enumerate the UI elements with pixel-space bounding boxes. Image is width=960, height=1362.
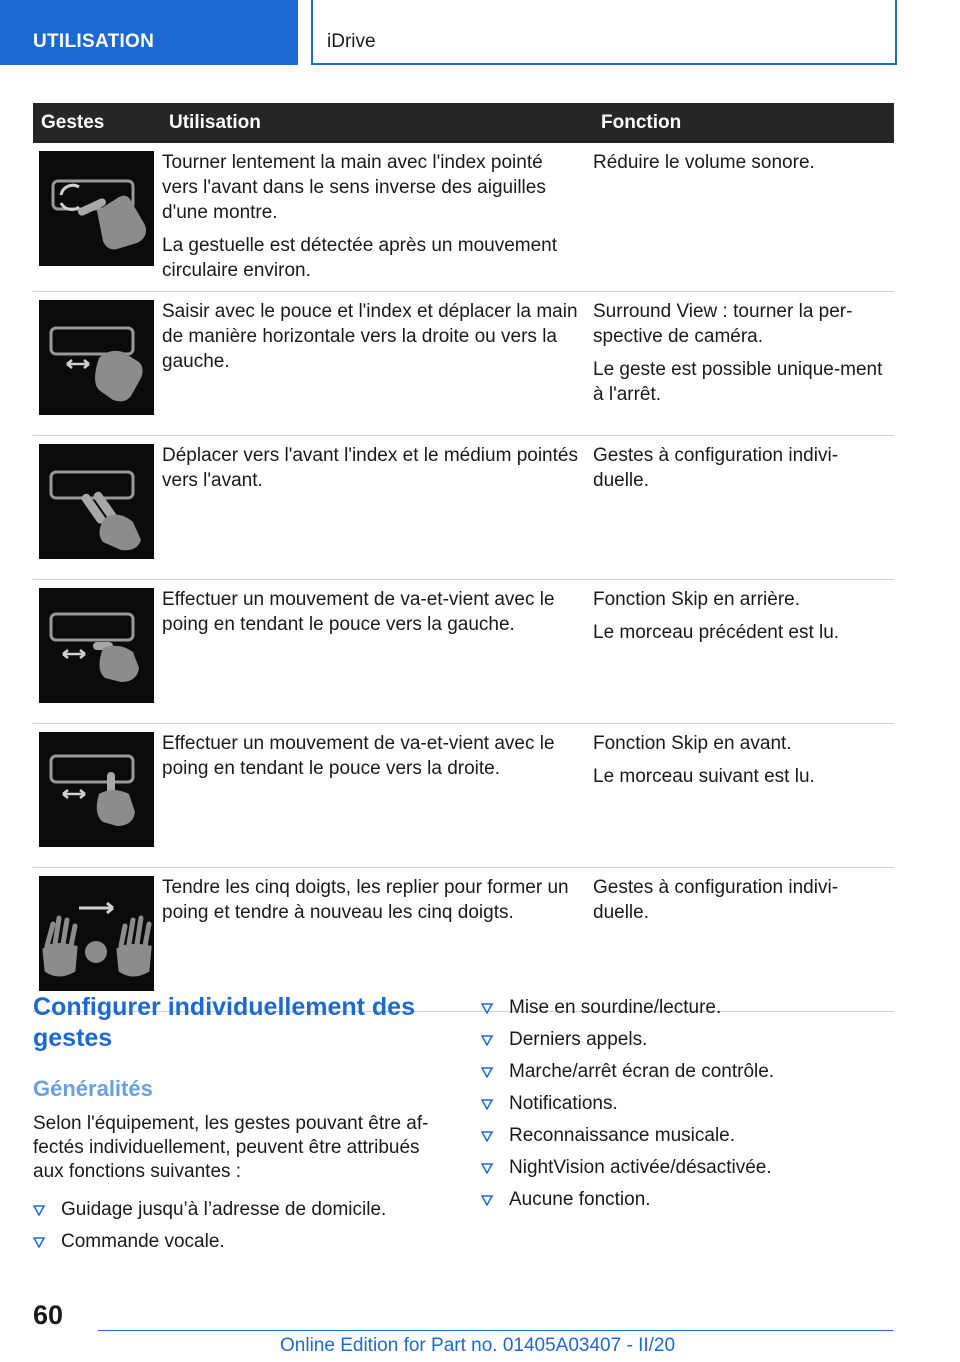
list-item-text: Guidage jusqu’à l’adresse de domicile. [61,1199,387,1220]
gesture-cell [33,580,161,724]
list-item [481,1060,893,1092]
gesture-cell [33,724,161,868]
table-row [33,580,894,724]
gestures-table [33,103,894,1012]
usage-text: Tourner lentement la main avec l'index pointé vers l'avant dans le sens inverse des aiguilles d'une montre. [162,152,546,223]
pinch-swipe-gesture-icon [39,300,154,415]
function-text: Gestes à configuration indivi-duelle. [593,445,839,491]
page-number: 60 [33,1300,64,1330]
table-row [33,143,894,292]
usage-text: La gestuelle est détectée après un mouvement circulaire environ. [162,235,558,281]
usage-text: Effectuer un mouvement de va-et-vient avec le poing en tendant le pouce vers la droite. [162,733,555,779]
table-row [33,724,894,868]
rotate-ccw-gesture-icon [39,151,154,266]
list-item [481,1028,893,1060]
usage-cell [161,143,593,292]
subsection-heading: Généralités [33,1076,153,1101]
triangle-bullet-icon [481,1163,493,1174]
usage-text: Effectuer un mouvement de va-et-vient avec le poing en tendant le pouce vers la gauche. [162,589,555,635]
usage-cell [161,724,593,868]
list-item-text: Aucune fonction. [509,1189,651,1210]
gesture-cell [33,868,161,1012]
list-item-text: Marche/arrêt écran de contrôle. [509,1061,775,1082]
usage-text: Déplacer vers l'avant l'index et le médium pointés vers l'avant. [162,445,578,491]
column-header-fonction: Fonction [593,103,894,143]
column-header-gestes: Gestes [33,103,161,143]
open-close-hand-gesture-icon [39,876,154,991]
intro-paragraph: Selon l'équipement, les gestes pouvant être af-fectés individuellement, peuvent être attribués aux fonctions suivantes : [33,1113,429,1182]
usage-cell [161,580,593,724]
triangle-bullet-icon [481,1035,493,1046]
function-text: Le morceau suivant est lu. [593,766,815,787]
list-item-text: NightVision activée/désactivée. [509,1157,772,1178]
list-item-text: Commande vocale. [61,1231,225,1252]
triangle-bullet-icon [33,1237,45,1248]
list-item [33,1230,443,1262]
list-item [481,996,893,1028]
column-header-utilisation: Utilisation [161,103,593,143]
function-cell [593,292,894,436]
list-item-text: Reconnaissance musicale. [509,1125,736,1146]
function-text: Le morceau précédent est lu. [593,622,840,643]
function-text: Gestes à configuration indivi-duelle. [593,877,839,923]
function-text: Fonction Skip en avant. [593,733,792,754]
section-title: UTILISATION [33,31,155,52]
function-text: Fonction Skip en arrière. [593,589,800,610]
table-header-row [33,103,894,143]
table-row [33,292,894,436]
function-text: Le geste est possible unique-ment à l'arrêt. [593,359,883,405]
triangle-bullet-icon [481,1099,493,1110]
table-row [33,436,894,580]
usage-text: Saisir avec le pouce et l'index et déplacer la main de manière horizontale vers la droite ou vers la gauche. [162,301,578,372]
list-item-text: Mise en sourdine/lecture. [509,997,722,1018]
triangle-bullet-icon [33,1205,45,1216]
chapter-title: iDrive [327,31,376,52]
function-cell [593,143,894,292]
thumb-right-swipe-gesture-icon [39,732,154,847]
function-list-right [481,996,893,1220]
list-item [481,1092,893,1124]
list-item-text: Derniers appels. [509,1029,648,1050]
table-row [33,868,894,1012]
triangle-bullet-icon [481,1003,493,1014]
usage-cell [161,436,593,580]
triangle-bullet-icon [481,1131,493,1142]
section-tab [0,0,298,65]
footer-divider [98,1330,893,1331]
function-text: Réduire le volume sonore. [593,152,815,173]
gesture-cell [33,292,161,436]
thumb-left-swipe-gesture-icon [39,588,154,703]
list-item [33,1198,443,1230]
usage-cell [161,292,593,436]
list-item [481,1156,893,1188]
list-item [481,1124,893,1156]
function-cell [593,580,894,724]
section-heading: Configurer individuellement des gestes [33,993,415,1052]
triangle-bullet-icon [481,1195,493,1206]
triangle-bullet-icon [481,1067,493,1078]
function-cell [593,724,894,868]
footer-edition: Online Edition for Part no. 01405A03407 - II/20 [280,1335,676,1356]
usage-cell [161,868,593,1012]
two-finger-point-gesture-icon [39,444,154,559]
list-item-text: Notifications. [509,1093,618,1114]
function-cell [593,868,894,1012]
function-text: Surround View : tourner la per-spective de caméra. [593,301,853,347]
gesture-cell [33,143,161,292]
list-item [481,1188,893,1220]
function-cell [593,436,894,580]
function-list-left [33,1198,443,1262]
usage-text: Tendre les cinq doigts, les replier pour former un poing et tendre à nouveau les cinq doigts. [162,877,569,923]
chapter-box [311,0,897,65]
gesture-cell [33,436,161,580]
